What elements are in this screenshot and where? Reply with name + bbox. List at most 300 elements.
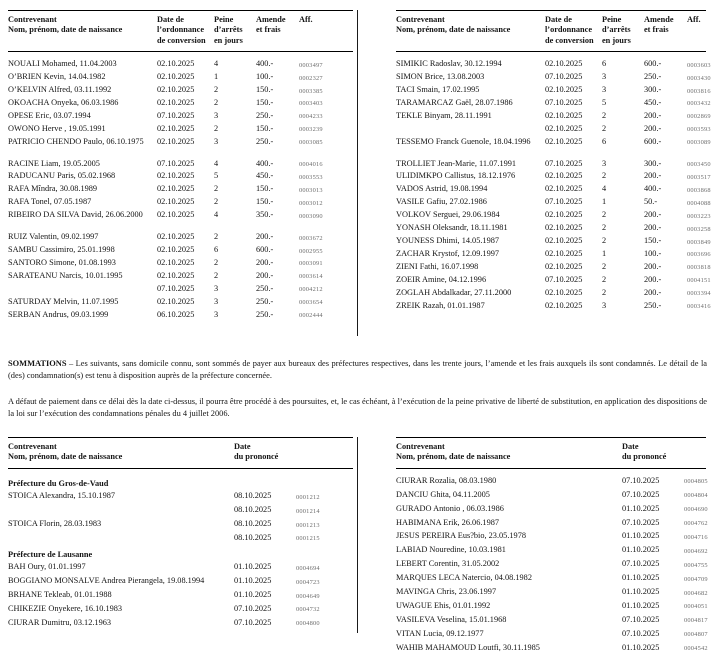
table-row [396, 274, 711, 287]
conversion-rows-left [8, 52, 353, 321]
table-row [396, 196, 711, 209]
entry-line [545, 110, 711, 123]
contrevenant-name: STOICA Alexandra, 15.10.1987 [8, 491, 116, 501]
date-value: 08.10.2025 [234, 532, 272, 542]
entry-line [157, 158, 353, 171]
row-entries [622, 600, 706, 614]
header-aff [687, 15, 701, 25]
table-row [8, 589, 353, 603]
entry-line [157, 136, 353, 149]
sommations-paragraph [8, 358, 707, 381]
table-row [396, 248, 711, 261]
amende-frais-value: 400.- [256, 59, 274, 69]
entry-line [622, 642, 706, 656]
peine-jours-value: 2 [214, 123, 219, 133]
table-row [8, 170, 353, 183]
entry-line [545, 300, 711, 313]
row-entries [545, 170, 711, 183]
amende-frais-value: 150.- [644, 236, 662, 245]
header-line: en jours [214, 35, 243, 45]
row-entries [157, 296, 353, 309]
prononce-table-left [8, 437, 353, 631]
date-value: 01.10.2025 [622, 573, 660, 583]
contrevenant-name: LEBERT Corentin, 31.05.2002 [396, 559, 500, 569]
row-entries [545, 136, 711, 149]
amende-frais-value: 200.- [644, 210, 662, 220]
entry-line [157, 231, 353, 244]
aff-number: 0003497 [299, 61, 323, 69]
amende-frais-value: 150.- [256, 85, 274, 95]
aff-number: 0003239 [299, 126, 323, 134]
header-line: Nom, prénom, date de naissance [396, 25, 511, 35]
row-entries [622, 586, 706, 600]
row-entries [545, 235, 711, 248]
entry-line [545, 287, 711, 300]
amende-frais-value: 300.- [644, 85, 662, 95]
date-value: 08.10.2025 [234, 519, 272, 529]
aff-number: 0003696 [687, 251, 711, 259]
contrevenant-name: SIMIKIC Radoslav, 30.12.1994 [396, 59, 502, 69]
entry-line [545, 248, 711, 261]
table-row [396, 614, 706, 628]
aff-number: 0003085 [299, 139, 323, 147]
date-value: 01.10.2025 [622, 642, 660, 652]
contrevenant-name: VASILE Gafiu, 27.02.1986 [396, 197, 487, 207]
header-line: Amende [256, 15, 286, 24]
contrevenant-name: RAFA Mîndra, 30.08.1989 [8, 184, 98, 194]
date-value: 02.10.2025 [157, 59, 195, 69]
date-value: 07.10.2025 [157, 158, 195, 168]
row-entries [234, 617, 353, 631]
peine-jours-value: 2 [602, 171, 607, 181]
date-value: 07.10.2025 [234, 617, 272, 627]
header-line: d’arrêts [602, 25, 631, 35]
entry-line [622, 628, 706, 642]
prononce-rows-left [8, 469, 353, 631]
amende-frais-value: 100.- [256, 72, 274, 82]
table-row [396, 530, 706, 544]
amende-frais-value: 200.- [644, 110, 662, 120]
peine-jours-value: 3 [214, 296, 219, 306]
header-line: Nom, prénom, date de naissance [8, 452, 123, 462]
peine-jours-value: 2 [214, 184, 219, 194]
aff-number: 0004694 [296, 564, 320, 572]
aff-number: 0002955 [299, 247, 323, 255]
aff-number: 0002327 [299, 74, 323, 82]
contrevenant-name: CHIKEZIE Onyekere, 16.10.1983 [8, 603, 123, 613]
header-date-prononce [622, 442, 684, 463]
row-entries [545, 71, 711, 84]
row-entries [157, 97, 353, 110]
row-entries [545, 158, 711, 171]
table-row [396, 287, 711, 300]
aff-number: 0001215 [296, 535, 320, 543]
amende-frais-value: 250.- [256, 283, 274, 293]
row-entries [157, 196, 353, 209]
aff-number: 0004732 [296, 606, 320, 614]
entry-line [545, 261, 711, 274]
amende-frais-value: 350.- [256, 210, 274, 220]
row-entries [545, 300, 711, 313]
amende-frais-value: 200.- [644, 274, 662, 284]
peine-jours-value: 3 [214, 110, 219, 120]
entry-line [622, 558, 706, 572]
date-value: 07.10.2025 [622, 614, 660, 624]
amende-frais-value: 150.- [256, 197, 274, 207]
amende-frais-value: 450.- [644, 97, 662, 107]
row-entries [157, 270, 353, 296]
header-contrevenant [396, 442, 622, 463]
amende-frais-value: 200.- [644, 261, 662, 271]
amende-frais-value: 250.- [256, 296, 274, 306]
peine-jours-value: 2 [214, 257, 219, 267]
amende-frais-value: 200.- [644, 287, 662, 297]
table-row [396, 628, 706, 642]
row-entries [545, 261, 711, 274]
entry-line [545, 136, 711, 149]
aff-number: 0002444 [299, 312, 323, 320]
aff-number: 0003816 [687, 87, 711, 95]
row-entries [234, 490, 353, 518]
date-value: 02.10.2025 [157, 232, 195, 242]
header-line: et frais [256, 25, 281, 35]
entry-line [545, 71, 711, 84]
contrevenant-name: TACI Smain, 17.02.1995 [396, 85, 480, 95]
entry-line [622, 614, 706, 628]
row-entries [157, 257, 353, 270]
entry-line [157, 84, 353, 97]
entry-line [157, 170, 353, 183]
date-value: 02.10.2025 [157, 123, 195, 133]
date-value: 02.10.2025 [545, 171, 583, 181]
table-row [8, 97, 353, 110]
conversion-rows-right [396, 52, 711, 312]
row-entries [157, 244, 353, 257]
amende-frais-value: 200.- [256, 270, 274, 280]
contrevenant-name: JESUS PEREIRA Eus?bio, 23.05.1978 [396, 531, 526, 541]
amende-frais-value: 200.- [644, 223, 662, 233]
date-value: 02.10.2025 [157, 245, 195, 254]
aff-number: 0003430 [687, 74, 711, 82]
table-row [396, 71, 711, 84]
amende-frais-value: 250.- [256, 136, 274, 146]
entry-line [157, 97, 353, 110]
peine-jours-value: 3 [602, 72, 607, 82]
entry-line [157, 196, 353, 209]
aff-number: 0004755 [684, 561, 708, 569]
entry-line [622, 544, 706, 558]
entry-line [545, 123, 711, 136]
aff-number: 0004716 [684, 533, 708, 541]
aff-number: 0003089 [687, 139, 711, 147]
date-value: 07.10.2025 [622, 475, 660, 485]
date-value: 02.10.2025 [545, 300, 583, 310]
prefecture-section-title: Préfecture de Lausanne [8, 549, 93, 559]
date-value: 02.10.2025 [157, 270, 195, 280]
prononce-table-header [396, 438, 706, 468]
row-entries [622, 558, 706, 572]
row-entries [622, 642, 706, 656]
row-entries [622, 475, 706, 489]
header-date-prononce [234, 442, 296, 463]
amende-frais-value: 200.- [256, 232, 274, 242]
row-entries [157, 84, 353, 97]
peine-jours-value: 5 [214, 171, 219, 181]
table-row [396, 517, 706, 531]
table-row [396, 503, 706, 517]
date-value: 07.10.2025 [622, 559, 660, 569]
entry-line [234, 603, 353, 617]
date-value: 02.10.2025 [545, 85, 583, 95]
contrevenant-name: SATURDAY Melvin, 11.07.1995 [8, 296, 119, 306]
conversion-table-header [396, 11, 706, 51]
aff-number: 0004723 [296, 578, 320, 586]
contrevenant-name: ZOGLAH Abdalkadar, 27.11.2000 [396, 287, 512, 297]
contrevenant-name: UWAGUE Ehis, 01.01.1992 [396, 600, 491, 610]
date-value: 02.10.2025 [157, 184, 195, 194]
header-line: Nom, prénom, date de naissance [396, 452, 511, 462]
table-row [8, 123, 353, 136]
table-row [396, 136, 711, 149]
table-row [8, 309, 353, 322]
header-line: en jours [602, 35, 631, 45]
peine-jours-value: 2 [214, 85, 219, 95]
row-entries [545, 287, 711, 300]
aff-number: 0003013 [299, 186, 323, 194]
entry-line [157, 309, 353, 322]
contrevenant-name: YOUNESS Dhimi, 14.05.1987 [396, 236, 500, 245]
aff-number: 0003223 [687, 212, 711, 220]
aff-number: 0004762 [684, 520, 708, 528]
contrevenant-name: VADOS Astrid, 19.08.1994 [396, 184, 488, 194]
aff-number: 0003672 [299, 234, 323, 242]
contrevenant-name: TARAMARCAZ Gaël, 28.07.1986 [396, 97, 513, 107]
contrevenant-name: ZOEIR Amine, 04.12.1996 [396, 274, 487, 284]
entry-line [545, 222, 711, 235]
row-entries [157, 110, 353, 123]
contrevenant-name: RAFA Tonel, 07.05.1987 [8, 197, 92, 207]
aff-number: 0003614 [299, 273, 323, 281]
peine-jours-value: 2 [602, 210, 607, 220]
table-row [8, 110, 353, 123]
aff-number: 0003416 [687, 303, 711, 311]
header-contrevenant [396, 15, 545, 36]
row-entries [234, 575, 353, 589]
contrevenant-name: ZREIK Razah, 01.01.1987 [396, 300, 485, 310]
aff-number: 0003517 [687, 173, 711, 181]
contrevenant-name: O’KELVIN Alfred, 03.11.1992 [8, 85, 112, 95]
contrevenant-name: TROLLIET Jean-Marie, 11.07.1991 [396, 158, 517, 168]
row-entries [545, 84, 711, 97]
header-line: d’arrêts [214, 25, 243, 35]
amende-frais-value: 250.- [256, 110, 274, 120]
row-entries [234, 518, 353, 546]
amende-frais-value: 200.- [644, 171, 662, 181]
row-entries [157, 170, 353, 183]
header-line: de conversion [545, 35, 594, 45]
peine-jours-value: 2 [602, 223, 607, 233]
date-value: 07.10.2025 [545, 158, 583, 168]
table-row [8, 518, 353, 546]
aff-number: 0003553 [299, 173, 323, 181]
table-row [8, 296, 353, 309]
aff-number: 0003654 [299, 299, 323, 307]
contrevenant-name: VOLKOV Serguei, 29.06.1984 [396, 210, 500, 220]
peine-jours-value: 4 [214, 158, 219, 168]
contrevenant-name: TESSEMO Franck Guenole, 18.04.1996 [396, 136, 531, 146]
contrevenant-name: VASILEVA Veselina, 15.01.1968 [396, 614, 507, 624]
date-value: 02.10.2025 [157, 197, 195, 207]
entry-line [234, 561, 353, 575]
header-line: Aff. [299, 15, 313, 24]
peine-jours-value: 1 [214, 72, 219, 82]
aff-number: 0004151 [687, 277, 711, 285]
header-line: Date de [157, 15, 184, 24]
table-row [8, 196, 353, 209]
date-value: 07.10.2025 [157, 283, 195, 293]
amende-frais-value: 600.- [256, 245, 274, 254]
table-row [396, 558, 706, 572]
entry-line [622, 600, 706, 614]
peine-jours-value: 2 [602, 236, 607, 245]
date-value: 01.10.2025 [622, 600, 660, 610]
date-value: 01.10.2025 [622, 587, 660, 597]
amende-frais-value: 250.- [644, 72, 662, 82]
contrevenant-name: PATRICIO CHENDO Paulo, 06.10.1975 [8, 136, 144, 146]
row-entries [157, 158, 353, 171]
peine-jours-value: 1 [602, 197, 607, 207]
aff-number: 0004051 [684, 603, 708, 611]
header-date-ordonnance [157, 15, 214, 46]
row-entries [157, 231, 353, 244]
entry-line [622, 489, 706, 503]
entry-line [234, 575, 353, 589]
header-amende [256, 15, 299, 36]
entry-line [545, 196, 711, 209]
header-date-ordonnance [545, 15, 602, 46]
aff-number: 0004800 [296, 620, 320, 628]
header-aff [299, 15, 313, 25]
date-value: 02.10.2025 [157, 171, 195, 181]
row-entries [545, 248, 711, 261]
entry-line [157, 209, 353, 222]
row-entries [622, 572, 706, 586]
peine-jours-value: 2 [214, 232, 219, 242]
header-line: l’ordonnance [157, 25, 205, 35]
table-row [396, 235, 711, 248]
entry-line [622, 517, 706, 531]
aff-number: 0003593 [687, 126, 711, 134]
amende-frais-value: 200.- [644, 123, 662, 133]
table-row [8, 617, 353, 631]
aff-number: 0003012 [299, 199, 323, 207]
table-row [8, 490, 353, 518]
table-row [396, 600, 706, 614]
table-row [396, 572, 706, 586]
amende-frais-value: 250.- [256, 309, 274, 319]
amende-frais-value: 600.- [644, 136, 662, 146]
contrevenant-name: ZACHAR Krystof, 12.09.1997 [396, 248, 500, 258]
header-line: Peine [214, 15, 234, 24]
table-row [8, 84, 353, 97]
contrevenant-name: RACINE Liam, 19.05.2005 [8, 158, 100, 168]
contrevenant-name: MARQUES LECA Natercio, 04.08.1982 [396, 573, 532, 583]
aff-number: 0003091 [299, 260, 323, 268]
peine-jours-value: 2 [602, 123, 607, 133]
date-value: 02.10.2025 [545, 287, 583, 297]
row-entries [545, 183, 711, 196]
date-value: 02.10.2025 [157, 296, 195, 306]
header-line: Date [622, 442, 639, 451]
sommations-label: SOMMATIONS [8, 359, 67, 368]
contrevenant-name: OKOACHA Onyeka, 06.03.1986 [8, 97, 119, 107]
entry-line [622, 530, 706, 544]
entry-line [545, 158, 711, 171]
contrevenant-name: TEKLE Binyam, 28.11.1991 [396, 110, 492, 120]
table-row [396, 209, 711, 222]
header-line: Nom, prénom, date de naissance [8, 25, 123, 35]
row-entries [545, 274, 711, 287]
amende-frais-value: 400.- [644, 184, 662, 194]
row-entries [545, 110, 711, 136]
row-entries [157, 123, 353, 136]
peine-jours-value: 6 [214, 245, 219, 254]
aff-number: 0001212 [296, 493, 320, 501]
contrevenant-name: MAVINGA Chris, 23.06.1997 [396, 587, 497, 597]
amende-frais-value: 450.- [256, 171, 274, 181]
entry-line [622, 475, 706, 489]
table-row [396, 586, 706, 600]
peine-jours-value: 3 [602, 158, 607, 168]
entry-line [157, 183, 353, 196]
date-value: 02.10.2025 [157, 257, 195, 267]
prononce-rows-right [396, 469, 706, 656]
header-amende [644, 15, 687, 36]
contrevenant-name: YONASH Oleksandr, 18.11.1981 [396, 223, 508, 233]
date-value: 07.10.2025 [545, 97, 583, 107]
table-row [8, 209, 353, 222]
row-entries [622, 530, 706, 544]
date-value: 01.10.2025 [622, 545, 660, 555]
peine-jours-value: 3 [214, 309, 219, 319]
entry-line [157, 58, 353, 71]
peine-jours-value: 6 [602, 59, 607, 69]
row-entries [157, 136, 353, 149]
header-line: Contrevenant [396, 442, 445, 451]
aff-number: 0003403 [299, 100, 323, 108]
column-divider-bottom [357, 437, 358, 633]
contrevenant-name: LABIAD Nouredine, 10.03.1981 [396, 545, 506, 555]
entry-line [157, 296, 353, 309]
date-value: 02.10.2025 [545, 261, 583, 271]
prononce-table-right [396, 437, 706, 656]
table-row [8, 561, 353, 575]
table-row [8, 183, 353, 196]
row-entries [622, 544, 706, 558]
contrevenant-name: SERBAN Andrus, 09.03.1999 [8, 309, 109, 319]
header-peine [214, 15, 256, 46]
row-entries [622, 517, 706, 531]
entry-line [234, 504, 353, 518]
contrevenant-name: CIURAR Dumitru, 03.12.1963 [8, 617, 112, 627]
amende-frais-value: 250.- [644, 300, 662, 310]
contrevenant-name: SANTORO Simone, 01.08.1993 [8, 257, 116, 267]
date-value: 02.10.2025 [545, 210, 583, 220]
contrevenant-name: GURADO Antonio , 06.03.1986 [396, 503, 504, 513]
prononce-table-header [8, 438, 353, 468]
peine-jours-value: 2 [214, 270, 219, 280]
aff-number: 0003090 [299, 212, 323, 220]
